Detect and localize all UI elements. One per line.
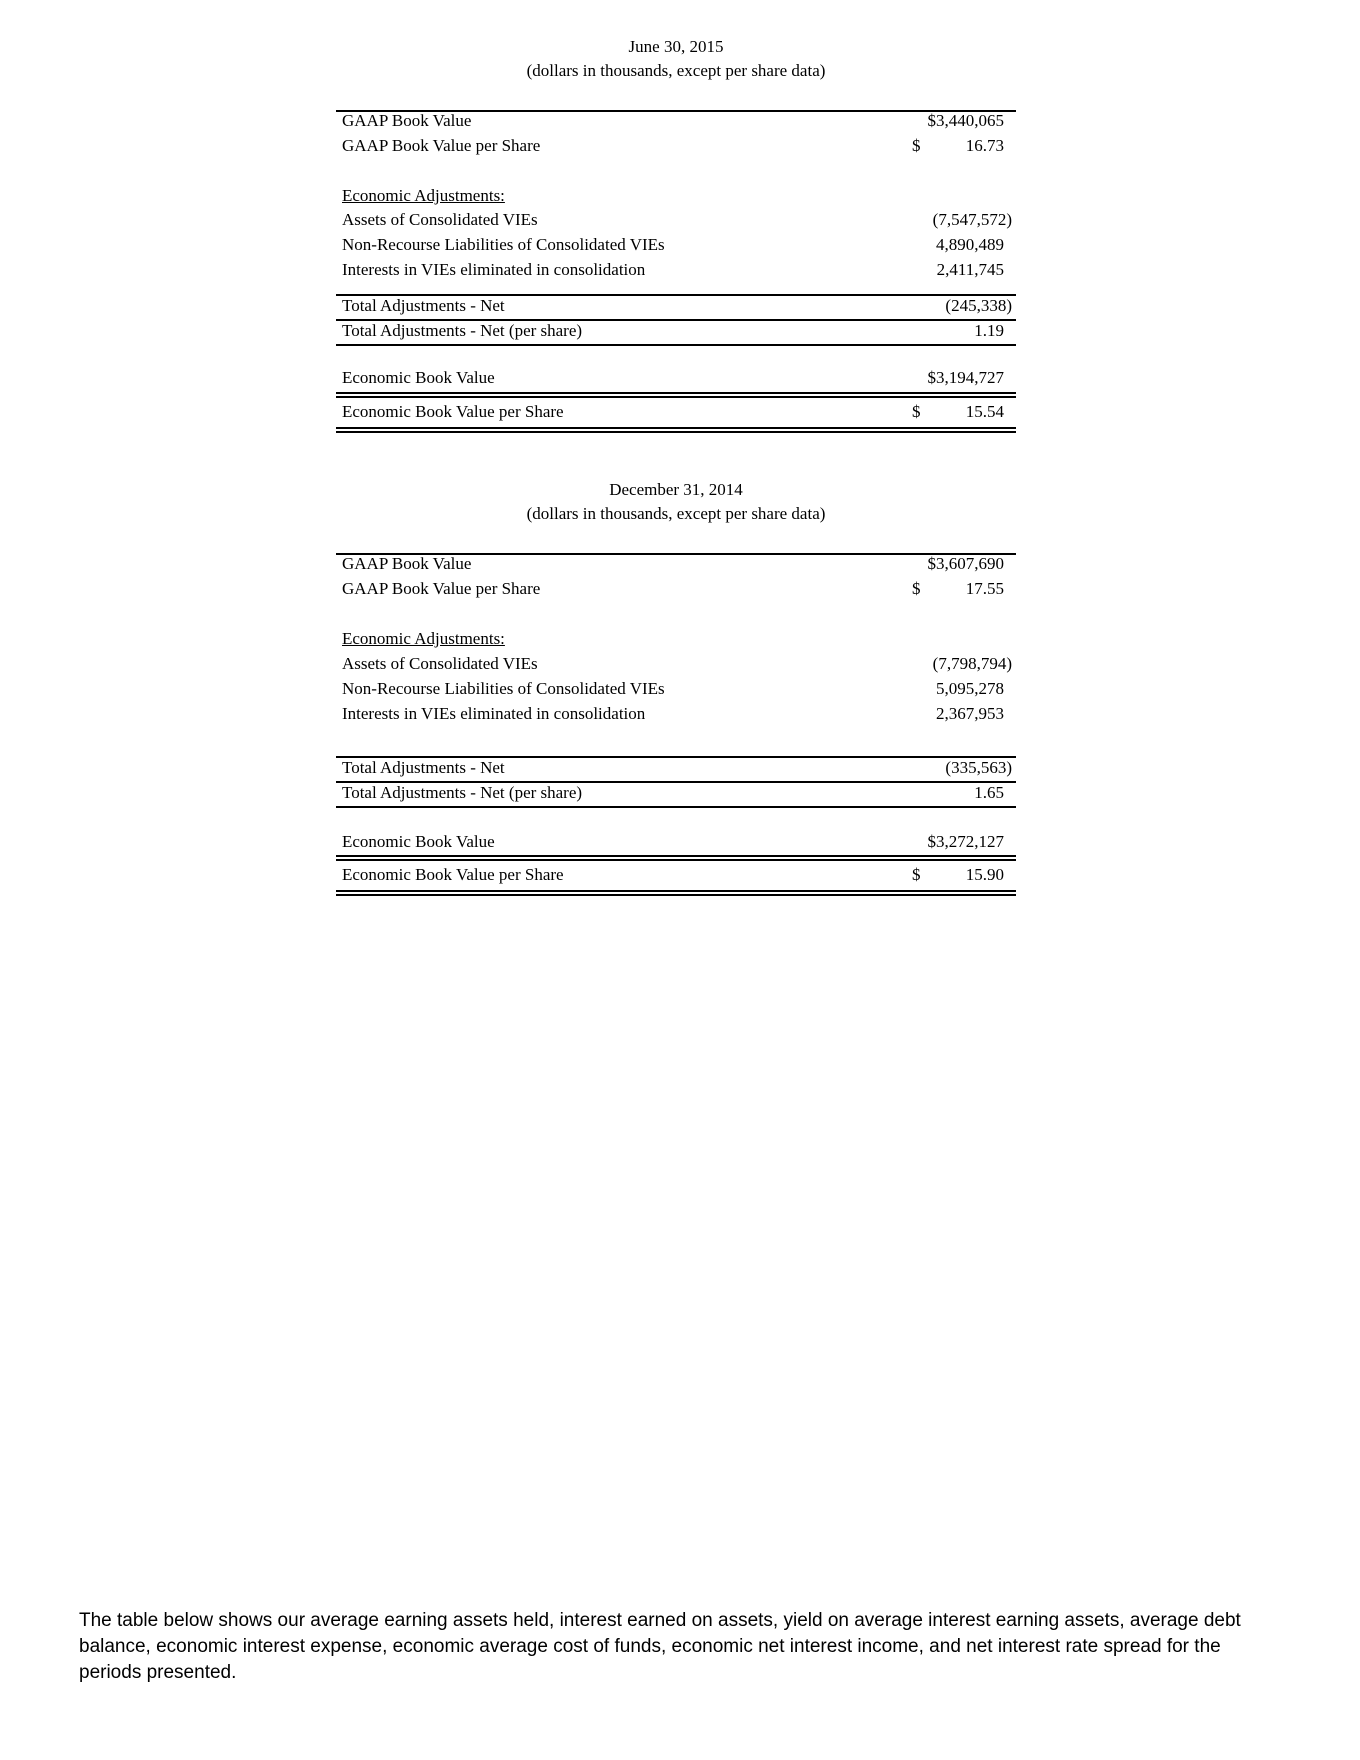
row-label: GAAP Book Value (342, 111, 472, 130)
row-value: (7,547,572) (932, 210, 1012, 229)
row-adjustments-heading (336, 628, 1016, 650)
row-value: $3,607,690 (927, 554, 1004, 573)
rule-double-bottom (336, 890, 1016, 892)
row-value: 4,890,489 (936, 235, 1004, 254)
rule-below-totals (336, 806, 1016, 808)
row-value: (245,338) (945, 296, 1012, 315)
rule-double (336, 855, 1016, 857)
currency-symbol: $ (912, 579, 921, 598)
row-adjustments-heading (336, 185, 1016, 207)
row-value: (335,563) (945, 758, 1012, 777)
row-value: $3,194,727 (927, 368, 1004, 387)
row-label: GAAP Book Value (342, 554, 472, 573)
row-label: Interests in VIEs eliminated in consolidation (342, 260, 646, 279)
row-nonrecourse-liabilities (336, 234, 1016, 256)
row-label: Economic Book Value per Share (342, 402, 564, 421)
row-gaap-bvps (336, 578, 1016, 600)
rule-double-bottom (336, 427, 1016, 429)
row-value: $3,440,065 (927, 111, 1004, 130)
row-total-adjustments-per-share (336, 782, 1016, 804)
rule-double (336, 392, 1016, 394)
currency-symbol: $ (912, 402, 921, 421)
body-paragraph: The table below shows our average earning assets held, interest earned on assets, yield on average interest earning assets, average debt balance, economic interest expense, economic average cost of funds, economic net interest income, and net interest rate spread for the periods presented. (79, 1610, 1241, 1683)
table-subtitle: (dollars in thousands, except per share data) (526, 504, 826, 523)
row-label: Economic Book Value per Share (342, 865, 564, 884)
row-label: Assets of Consolidated VIEs (342, 654, 538, 673)
row-value: 15.54 (965, 402, 1004, 421)
row-value: (7,798,794) (932, 654, 1012, 673)
table-subtitle: (dollars in thousands, except per share data) (526, 61, 826, 80)
row-value: 2,367,953 (936, 704, 1004, 723)
row-value: 1.19 (974, 321, 1004, 340)
row-assets-vies (336, 653, 1016, 675)
row-value: 17.55 (965, 579, 1004, 598)
row-value: 1.65 (974, 783, 1004, 802)
table-date: December 31, 2014 (609, 480, 743, 499)
row-gaap-bvps (336, 135, 1016, 157)
row-label: Total Adjustments - Net (per share) (342, 321, 583, 340)
row-economic-book-value (336, 831, 1016, 853)
row-interests-vies (336, 259, 1016, 281)
row-label: Total Adjustments - Net (342, 758, 505, 777)
row-label: Economic Book Value (342, 832, 495, 851)
row-gaap-book-value (336, 110, 1016, 132)
row-label: Economic Book Value (342, 368, 495, 387)
row-value: 2,411,745 (936, 260, 1004, 279)
row-value: $3,272,127 (927, 832, 1004, 851)
section-heading: Economic Adjustments: (342, 629, 505, 648)
row-gaap-book-value (336, 553, 1016, 575)
row-label: Total Adjustments - Net (342, 296, 505, 315)
currency-symbol: $ (912, 136, 921, 155)
section-heading: Economic Adjustments: (342, 186, 505, 205)
row-economic-bvps (336, 401, 1016, 423)
row-label: GAAP Book Value per Share (342, 579, 541, 598)
row-label: Interests in VIEs eliminated in consolidation (342, 704, 646, 723)
row-interests-vies (336, 703, 1016, 725)
row-nonrecourse-liabilities (336, 678, 1016, 700)
rule-below-totals (336, 344, 1016, 346)
row-label: GAAP Book Value per Share (342, 136, 541, 155)
row-total-adjustments-per-share (336, 320, 1016, 342)
row-total-adjustments (336, 757, 1016, 779)
row-label: Total Adjustments - Net (per share) (342, 783, 583, 802)
row-value: 15.90 (965, 865, 1004, 884)
row-value: 16.73 (965, 136, 1004, 155)
row-total-adjustments (336, 295, 1016, 317)
row-economic-bvps (336, 864, 1016, 886)
row-label: Assets of Consolidated VIEs (342, 210, 538, 229)
row-economic-book-value (336, 367, 1016, 389)
row-assets-vies (336, 209, 1016, 231)
row-label: Non-Recourse Liabilities of Consolidated VIEs (342, 235, 665, 254)
row-label: Non-Recourse Liabilities of Consolidated VIEs (342, 679, 665, 698)
row-value: 5,095,278 (936, 679, 1004, 698)
currency-symbol: $ (912, 865, 921, 884)
table-date: June 30, 2015 (628, 37, 724, 56)
